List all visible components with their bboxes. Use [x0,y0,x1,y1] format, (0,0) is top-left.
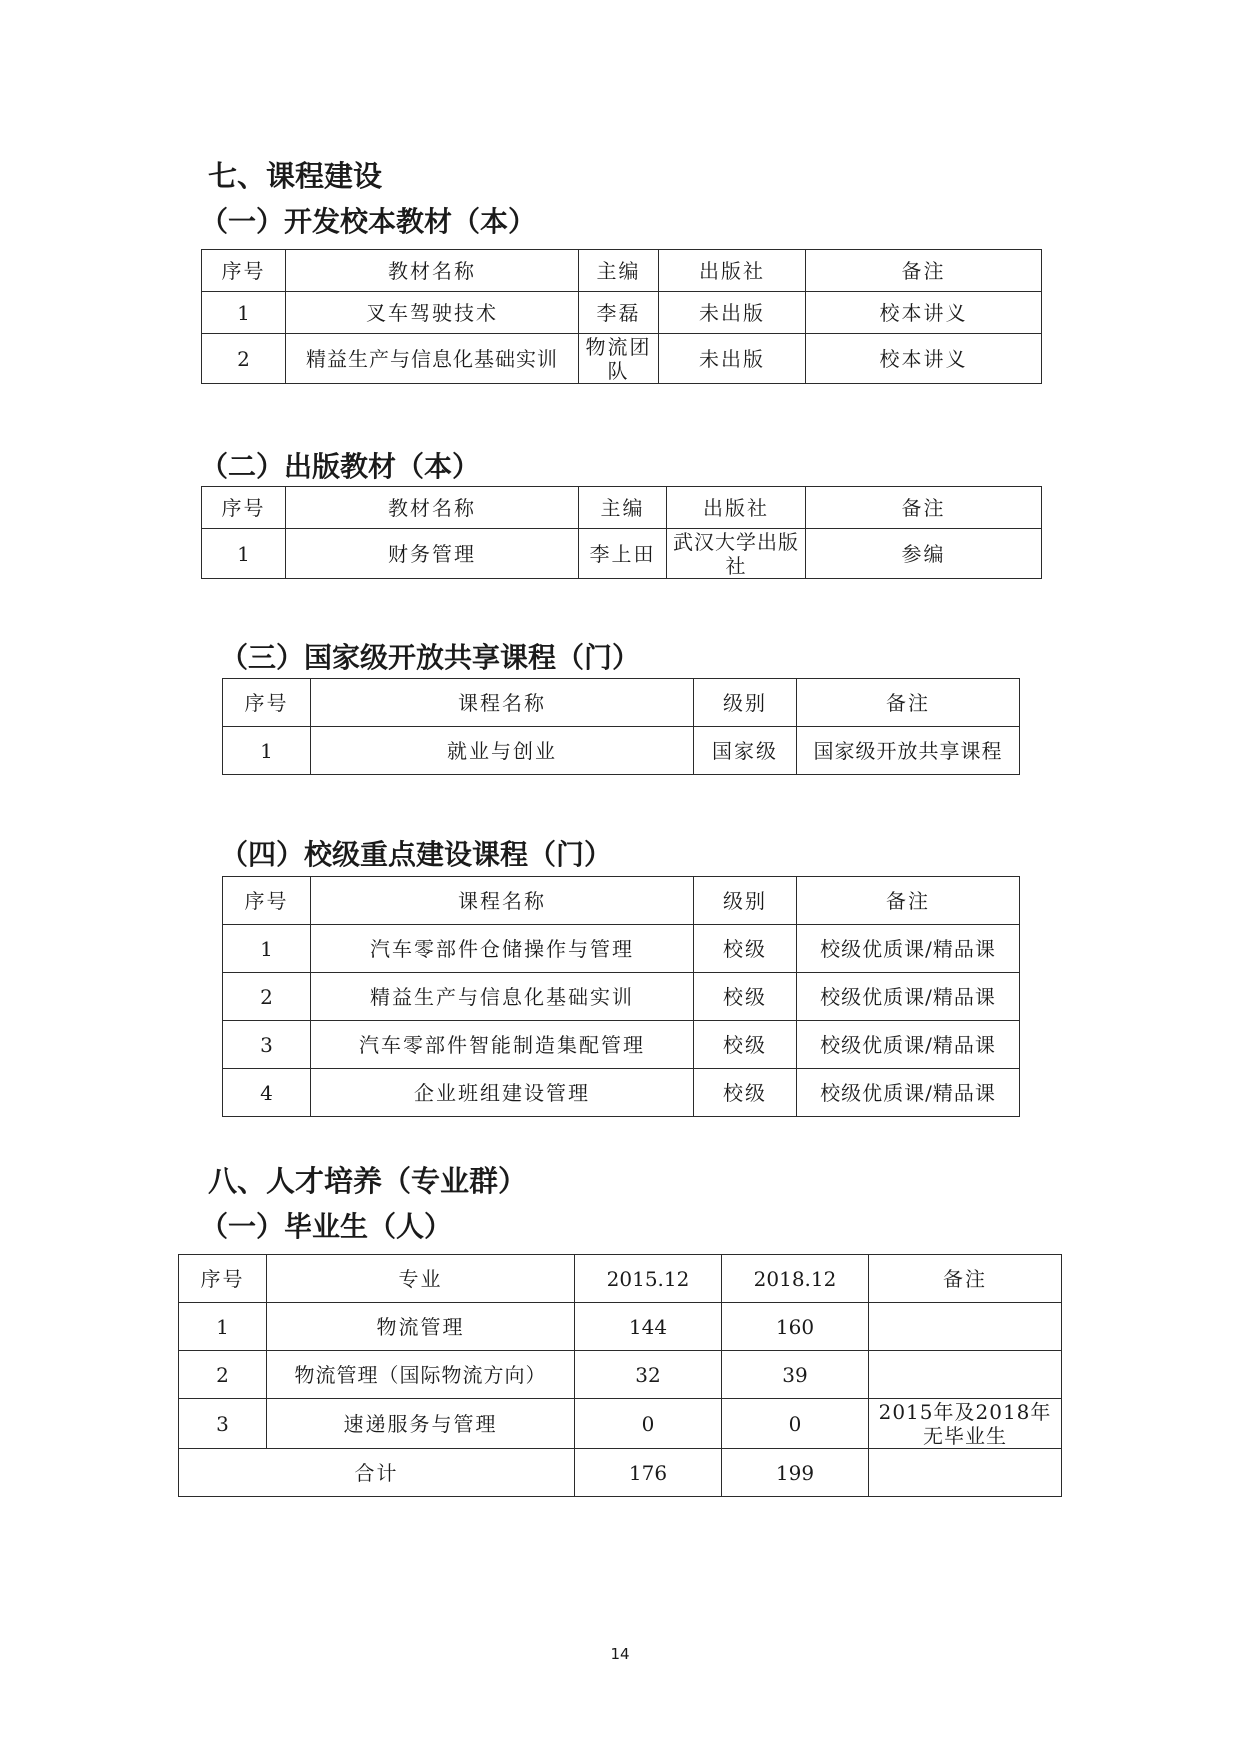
table-cell: 校级 [694,1021,797,1069]
header-cell: 级别 [694,877,797,925]
table-row [202,334,1042,384]
table-cell: 1 [179,1303,267,1351]
total-label: 合计 [179,1449,575,1497]
section-8-title: 八、人才培养（专业群） [208,1164,528,1198]
table-header-row [202,487,1042,529]
table-cell: 3 [223,1021,311,1069]
table-cell: 1 [202,529,286,579]
header-cell: 序号 [179,1255,267,1303]
header-cell: 级别 [694,679,797,727]
table-cell: 未出版 [659,292,806,334]
header-cell: 序号 [223,877,311,925]
total-cell [869,1449,1062,1497]
national-course-table [222,678,1020,775]
table-row [202,529,1042,579]
table-cell: 校级优质课/精品课 [797,973,1020,1021]
table-cell: 4 [223,1069,311,1117]
table-cell: 李磊 [579,292,659,334]
table-cell: 财务管理 [286,529,579,579]
header-cell: 教材名称 [286,250,579,292]
header-cell: 2018.12 [722,1255,869,1303]
header-cell: 出版社 [667,487,806,529]
table-header-row [223,877,1020,925]
header-cell: 序号 [223,679,311,727]
table-header-row [202,250,1042,292]
table-cell: 参编 [806,529,1042,579]
header-cell: 备注 [869,1255,1062,1303]
table-cell: 2 [202,334,286,384]
table-cell: 1 [223,727,311,775]
table-cell: 汽车零部件仓储操作与管理 [311,925,694,973]
table-cell: 1 [223,925,311,973]
table-cell: 未出版 [659,334,806,384]
total-cell: 199 [722,1449,869,1497]
header-cell: 序号 [202,487,286,529]
table-row [223,1069,1020,1117]
table-cell: 国家级 [694,727,797,775]
header-cell: 序号 [202,250,286,292]
header-cell: 2015.12 [575,1255,722,1303]
table-cell: 校级优质课/精品课 [797,925,1020,973]
total-cell: 176 [575,1449,722,1497]
table-row [179,1399,1062,1449]
table-cell: 武汉大学出版社 [667,529,806,579]
table-cell: 企业班组建设管理 [311,1069,694,1117]
table-cell: 3 [179,1399,267,1449]
section-7-1-title: （一）开发校本教材（本） [200,205,537,238]
table-cell: 校级 [694,1069,797,1117]
section-7-4-title: （四）校级重点建设课程（门） [220,838,613,871]
table-cell: 0 [575,1399,722,1449]
header-cell: 教材名称 [286,487,579,529]
table-cell: 2 [223,973,311,1021]
school-key-course-table [222,876,1020,1117]
table-row [202,292,1042,334]
header-cell: 专业 [267,1255,575,1303]
table-header-row [179,1255,1062,1303]
table-row [223,925,1020,973]
table-cell: 就业与创业 [311,727,694,775]
header-cell: 备注 [806,487,1042,529]
table-row [179,1303,1062,1351]
table-cell: 叉车驾驶技术 [286,292,579,334]
table-cell: 校级 [694,925,797,973]
table-cell: 物流团队 [579,334,659,384]
section-7-2-title: （二）出版教材（本） [200,450,481,483]
section-7-3-title: （三）国家级开放共享课程（门） [220,641,641,674]
published-textbook-table [201,486,1042,579]
header-cell: 主编 [579,487,667,529]
header-cell: 备注 [797,877,1020,925]
header-cell: 出版社 [659,250,806,292]
table-row [223,1021,1020,1069]
table-cell: 2015年及2018年无毕业生 [869,1399,1062,1449]
table-cell: 速递服务与管理 [267,1399,575,1449]
table-row [179,1351,1062,1399]
school-textbook-table [201,249,1042,384]
table-total-row [179,1449,1062,1497]
table-cell: 精益生产与信息化基础实训 [311,973,694,1021]
table-cell: 李上田 [579,529,667,579]
table-cell: 1 [202,292,286,334]
table-cell [869,1303,1062,1351]
table-cell [869,1351,1062,1399]
table-cell: 39 [722,1351,869,1399]
header-cell: 课程名称 [311,877,694,925]
table-cell: 物流管理（国际物流方向） [267,1351,575,1399]
table-cell: 0 [722,1399,869,1449]
graduates-table [178,1254,1062,1497]
table-cell: 2 [179,1351,267,1399]
table-cell: 校本讲义 [806,334,1042,384]
header-cell: 主编 [579,250,659,292]
table-cell: 144 [575,1303,722,1351]
table-cell: 校级 [694,973,797,1021]
table-cell: 国家级开放共享课程 [797,727,1020,775]
table-cell: 物流管理 [267,1303,575,1351]
header-cell: 备注 [806,250,1042,292]
table-cell: 160 [722,1303,869,1351]
table-cell: 精益生产与信息化基础实训 [286,334,579,384]
table-cell: 32 [575,1351,722,1399]
table-cell: 校本讲义 [806,292,1042,334]
table-row [223,973,1020,1021]
section-8-1-title: （一）毕业生（人） [200,1210,453,1243]
header-cell: 课程名称 [311,679,694,727]
section-7-title: 七、课程建设 [208,159,383,193]
table-cell: 汽车零部件智能制造集配管理 [311,1021,694,1069]
table-row [223,727,1020,775]
table-header-row [223,679,1020,727]
table-cell: 校级优质课/精品课 [797,1069,1020,1117]
table-cell: 校级优质课/精品课 [797,1021,1020,1069]
page-number: 14 [610,1645,630,1663]
header-cell: 备注 [797,679,1020,727]
